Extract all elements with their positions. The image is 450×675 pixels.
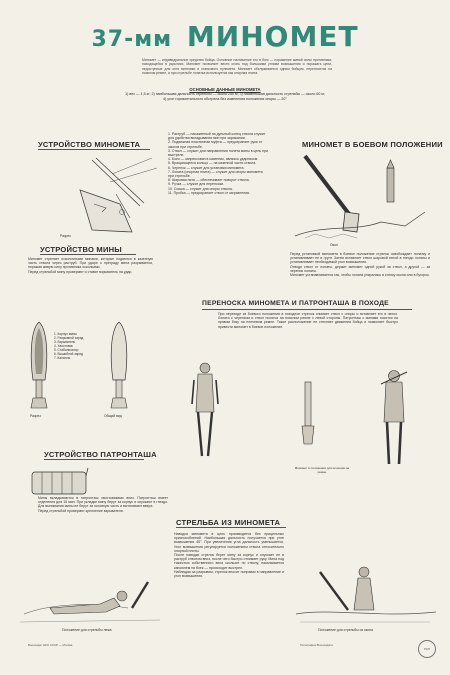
prone-firing-illustration [20, 574, 160, 630]
mine-legend: 1. Корпус мины 2. Разрывной заряд 3. Взрыватель 4. Хвостовик 5. Стабилизатор 6. Вышибной заряд 7. Капсюль [54, 332, 84, 360]
mine-view-illustration [108, 320, 130, 410]
caption-right: Положение для стрельбы из окопа [318, 628, 373, 632]
mine-cut-illustration [28, 320, 50, 410]
trench-firing-illustration [290, 564, 440, 630]
combat-text: Перед установкой миномета в боевое положение стрелок освобождает лопатку и устанавливает ее в грунт. Затем вставляет ствол шаровой пятой в гнездо лопаты и устанавливает необходимый угол возвышения. Отводя ствол от лопаты, держит миномет одной рукой за ствол, а другой — за черенок лопаты. Миномет устанавливается так, чтобы лопата упиралась в стенку окопа или в бугорок. [290, 252, 430, 278]
carry-text: При переходе из боевого положения в походное стрелок снимает ствол с опоры и вставляет его в чехол. Лопата с черенком и ствол носятся на поясном ремне с левой стороны. Патронташ с минами носится на правом боку на плечевом ремне. Такое расположение не стесняет движения бойца и позволяет быстро привести миномет в боевое положение. [218, 312, 398, 329]
divider [176, 527, 286, 528]
library-stamp: РКП [418, 640, 436, 658]
soldier-back-illustration [378, 368, 410, 468]
section-title-firing: СТРЕЛЬБА ИЗ МИНОМЕТА [176, 518, 281, 527]
main-data-heading: ОСНОВНЫЕ ДАННЫЕ МИНОМЕТА [189, 87, 261, 92]
caption-left: Положение для стрельбы лежа [62, 628, 112, 632]
divider [44, 459, 144, 460]
main-data-block [105, 88, 345, 101]
parts-list: 1. Раструб — насаженный на дульный конец ствола служит для удобства вкладывания мин при заряжании. 2. Подвижная поясничная муфта — предохраняет руки от ожогов при стрельбе. 3. Ствол — служит для направления полета мины в цель при выстреле. 4. Боек — запрессован в казенник, являясь ударником. 5. Вращающееся кольцо — на казенной части ствола. 6. Черенок — служит для установки миномета. 7. Лопата (опорная плита) — служит для опоры миномета при стрельбе. 8. Шаровая пята — обеспечивает поворот ствола. 9. Ручка — служит для переноски. 10. Сошка — служит для опоры ствола. 11. Пробка — предохраняет ствол от загрязнения. [168, 132, 268, 195]
cut-label: Разрез [60, 234, 71, 238]
belt-caption: Миномет в положении для ношения на ремне [294, 466, 350, 474]
soldier-carry-illustration [190, 360, 220, 460]
bandolier-illustration [30, 466, 90, 500]
main-data-line-2: 4) угол горизонтального обстрела без изменения положения опоры — 20° [163, 96, 287, 101]
caliber-label: 37-мм [91, 27, 173, 52]
mine-cut-label: Разрез [30, 414, 41, 418]
intro-paragraph: Миномет — индивидуальное средство бойца. Основное назначение его в бою — поражение живой силы противника, находящейся в укрытиях. Миномет позволяет вести огонь под большими углами возвышения и поражать цели, недоступные для огня винтовки и станкового пулемета. Миномет обслуживается одним бойцом, переносится на поясном ремне, а при стрельбе лопатка используется как опорная плита. [142, 58, 332, 76]
section-title-device: УСТРОЙСТВО МИНОМЕТА [38, 140, 141, 149]
footer-right: Типография Воениздата [300, 643, 333, 647]
footer-left: Воениздат НКО СССР — Москва [28, 643, 73, 647]
poster-title [0, 20, 450, 53]
bandolier-text: Мины вкладываются в патронташ хвостовиками вниз. Патронташ имеет отделения для 15 мин. При укладке мину берут за корпус и опускают в гнездо. Для вынимания мины ее берут за головную часть и вытягивают вверх. Перед стрельбой проверяют крепление взрывателя. [38, 496, 168, 513]
section-title-bandolier: УСТРОЙСТВО ПАТРОНТАША [44, 450, 157, 459]
section-title-carry: ПЕРЕНОСКА МИНОМЕТА И ПАТРОНТАША В ПОХОДЕ [202, 300, 389, 307]
mortar-combat-illustration [285, 152, 435, 247]
section-title-mine: УСТРОЙСТВО МИНЫ [40, 245, 122, 254]
mine-text: Миномет стреляет осколочными минами, которые подаются в казенную часть ствола через раструб. При ударе о преграду мина разрывается, поражая живую силу противника осколками. Перед стрельбой мину проверяют и ставят взрыватель на удар. [28, 257, 153, 274]
divider [40, 254, 136, 255]
trench-label: Окоп [330, 243, 338, 247]
section-title-combat: МИНОМЕТ В БОЕВОМ ПОЛОЖЕНИИ [302, 140, 443, 149]
mortar-device-illustration [22, 150, 162, 240]
divider [202, 309, 412, 310]
firing-text: Наводка миномета в цель производится без прицельных приспособлений. Наибольшая дальность получается при угле возвышения 45°. При увеличении угла дальность уменьшается. Угол возвышения регулируется положением ствола относительно опорной плиты. После наводки стрелок берет мину за корпус и опускает ее в раструб стволом вниз, после чего быстро отнимает руку. Мина под тяжестью собственного веса скользит по стволу, накалывается капсюлем на боек — происходит выстрел. Наблюдая за разрывом, стрелок вносит поправки в направление и угол возвышения. [174, 532, 284, 579]
mine-view-label: Общий вид [104, 414, 122, 418]
main-data-line-1: 1) вес — 1,5 кг; 2) наибольшая дальность стрельбы — около 250 м; 3) наименьшая дальность стрельбы — около 60 м; [125, 92, 325, 97]
mortar-title: МИНОМЕТ [186, 20, 359, 53]
mortar-on-belt-illustration [300, 380, 316, 448]
